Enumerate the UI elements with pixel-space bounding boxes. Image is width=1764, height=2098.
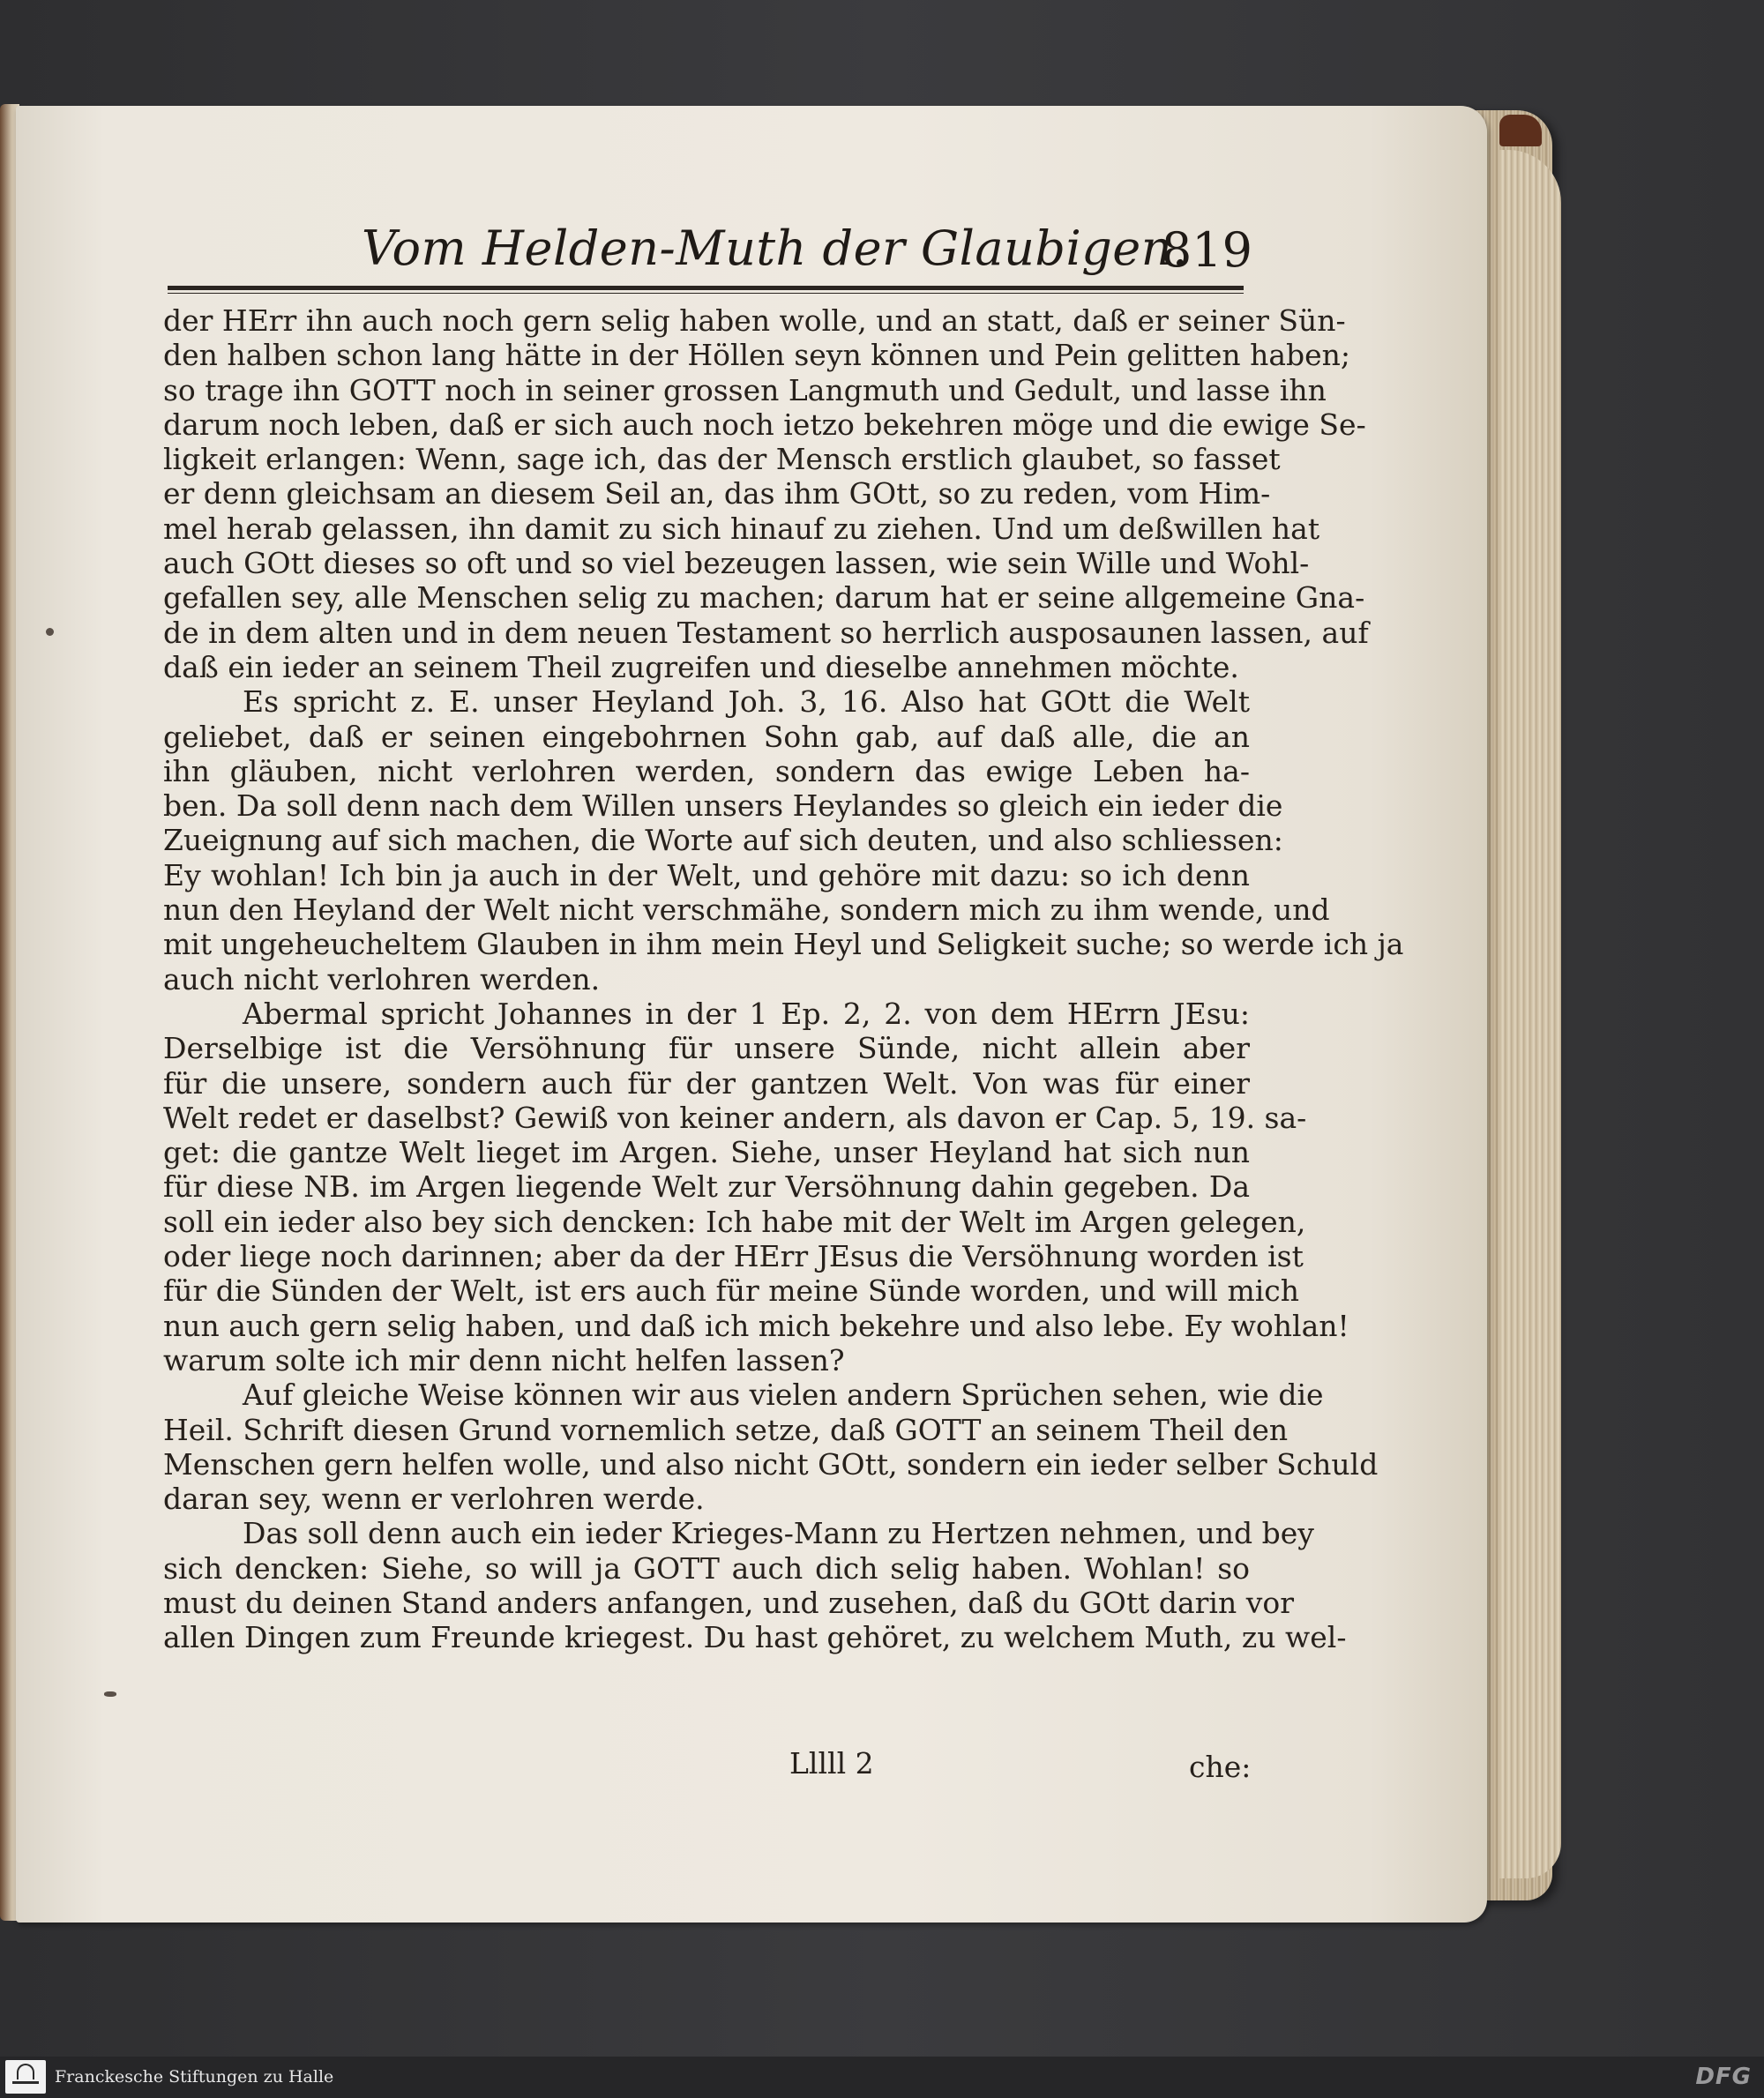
text-line: daß ein ieder an seinem Theil zugreifen und dieselbe annehmen möchte. (163, 649, 1239, 684)
body-text (163, 303, 1404, 1655)
text-line: Das soll denn auch ein ieder Krieges-Mann zu Hertzen nehmen, und bey (243, 1516, 1314, 1551)
text-line: Zueignung auf sich machen, die Worte auf sich deuten, und also schliessen: (163, 823, 1283, 858)
text-line: so trage ihn GOTT noch in seiner grossen Langmuth und Gedult, und lasse ihn (163, 372, 1327, 407)
signature-mark: Lllll 2 (789, 1746, 874, 1781)
text-line: oder liege noch darinnen; aber da der HErr JEsus die Versöhnung worden ist (163, 1239, 1304, 1274)
text-line: mel herab gelassen, ihn damit zu sich hinauf zu ziehen. Und um deßwillen hat (163, 511, 1320, 546)
text-line: geliebet, daß er seinen eingebohrnen Sohn gab, auf daß alle, die an (163, 719, 1250, 754)
text-line: Welt redet er daselbst? Gewiß von keiner andern, als davon er Cap. 5, 19. sa- (163, 1100, 1307, 1135)
text-line: mit ungeheucheltem Glauben in ihm mein Heyl und Seligkeit suche; so werde ich ja (163, 927, 1404, 962)
book-page-edges-inner (1499, 150, 1561, 1878)
catchword: che: (1189, 1750, 1252, 1784)
institution-logo-icon (5, 2060, 46, 2094)
text-line: nun auch gern selig haben, und daß ich mich bekehre und also lebe. Ey wohlan! (163, 1308, 1349, 1343)
text-line: ben. Da soll denn nach dem Willen unsers Heylandes so gleich ein ieder die (163, 788, 1283, 824)
text-line: auch nicht verlohren werden. (163, 961, 601, 997)
text-line: gefallen sey, alle Menschen selig zu machen; darum hat er seine allgemeine Gna- (163, 580, 1365, 616)
text-line: allen Dingen zum Freunde kriegest. Du hast gehöret, zu welchem Muth, zu wel- (163, 1620, 1347, 1655)
header-rule (168, 286, 1244, 294)
page-number: 819 (1161, 222, 1252, 278)
text-line: Derselbige ist die Versöhnung für unsere Sünde, nicht allein aber (163, 1031, 1250, 1066)
text-line: Auf gleiche Weise können wir aus vielen andern Sprüchen sehen, wie die (243, 1378, 1324, 1413)
text-line: Es spricht z. E. unser Heyland Joh. 3, 16. Also hat GOtt die Welt (243, 684, 1250, 720)
text-line: für diese NB. im Argen liegende Welt zur Versöhnung dahin gegeben. Da (163, 1169, 1250, 1205)
footer-bar (0, 2057, 1764, 2098)
text-line: auch GOtt dieses so oft und so viel bezeugen lassen, wie sein Wille und Wohl- (163, 546, 1310, 581)
text-line: de in dem alten und in dem neuen Testament so herrlich ausposaunen lassen, auf (163, 615, 1369, 650)
text-line: nun den Heyland der Welt nicht verschmähe, sondern mich zu ihm wende, und (163, 892, 1330, 928)
text-line: ligkeit erlangen: Wenn, sage ich, das der Mensch erstlich glaubet, so fasset (163, 442, 1281, 477)
ink-spot (104, 1691, 116, 1697)
text-line: der HErr ihn auch noch gern selig haben wolle, und an statt, daß er seiner Sün- (163, 303, 1346, 338)
dfg-logo: DFG (1695, 2064, 1752, 2090)
text-line: get: die gantze Welt lieget im Argen. Siehe, unser Heyland hat sich nun (163, 1135, 1250, 1170)
text-line: soll ein ieder also bey sich dencken: Ich habe mit der Welt im Argen gelegen, (163, 1204, 1306, 1239)
text-line: sich dencken: Siehe, so will ja GOTT auch dich selig haben. Wohlan! so (163, 1550, 1250, 1586)
text-line: für die Sünden der Welt, ist ers auch für meine Sünde worden, und will mich (163, 1273, 1300, 1309)
page-header (168, 220, 1252, 287)
text-line: darum noch leben, daß er sich auch noch ietzo bekehren möge und die ewige Se- (163, 407, 1366, 442)
text-line: er denn gleichsam an diesem Seil an, das ihm GOtt, so zu reden, vom Him- (163, 476, 1271, 511)
text-line: den halben schon lang hätte in der Höllen seyn können und Pein gelitten haben; (163, 338, 1351, 373)
footer-institution: Franckesche Stiftungen zu Halle (55, 2067, 334, 2087)
text-line: warum solte ich mir denn nicht helfen lassen? (163, 1342, 845, 1378)
text-line: für die unsere, sondern auch für der gantzen Welt. Von was für einer (163, 1065, 1250, 1101)
text-line: Abermal spricht Johannes in der 1 Ep. 2, 2. von dem HErrn JEsu: (243, 996, 1250, 1031)
text-line: Menschen gern helfen wolle, und also nicht GOtt, sondern ein ieder selber Schuld (163, 1446, 1379, 1482)
book-cover-corner (1499, 115, 1542, 146)
text-line: Ey wohlan! Ich bin ja auch in der Welt, und gehöre mit dazu: so ich denn (163, 857, 1250, 892)
text-line: Heil. Schrift diesen Grund vornemlich setze, daß GOTT an seinem Theil den (163, 1412, 1289, 1447)
text-line: ihn gläuben, nicht verlohren werden, sondern das ewige Leben ha- (163, 753, 1250, 788)
ink-spot (46, 628, 54, 636)
text-line: daran sey, wenn er verlohren werde. (163, 1482, 705, 1517)
running-title: Vom Helden-Muth der Glaubigen. (362, 220, 1188, 276)
text-line: must du deinen Stand anders anfangen, und zusehen, daß du GOtt darin vor (163, 1585, 1295, 1620)
